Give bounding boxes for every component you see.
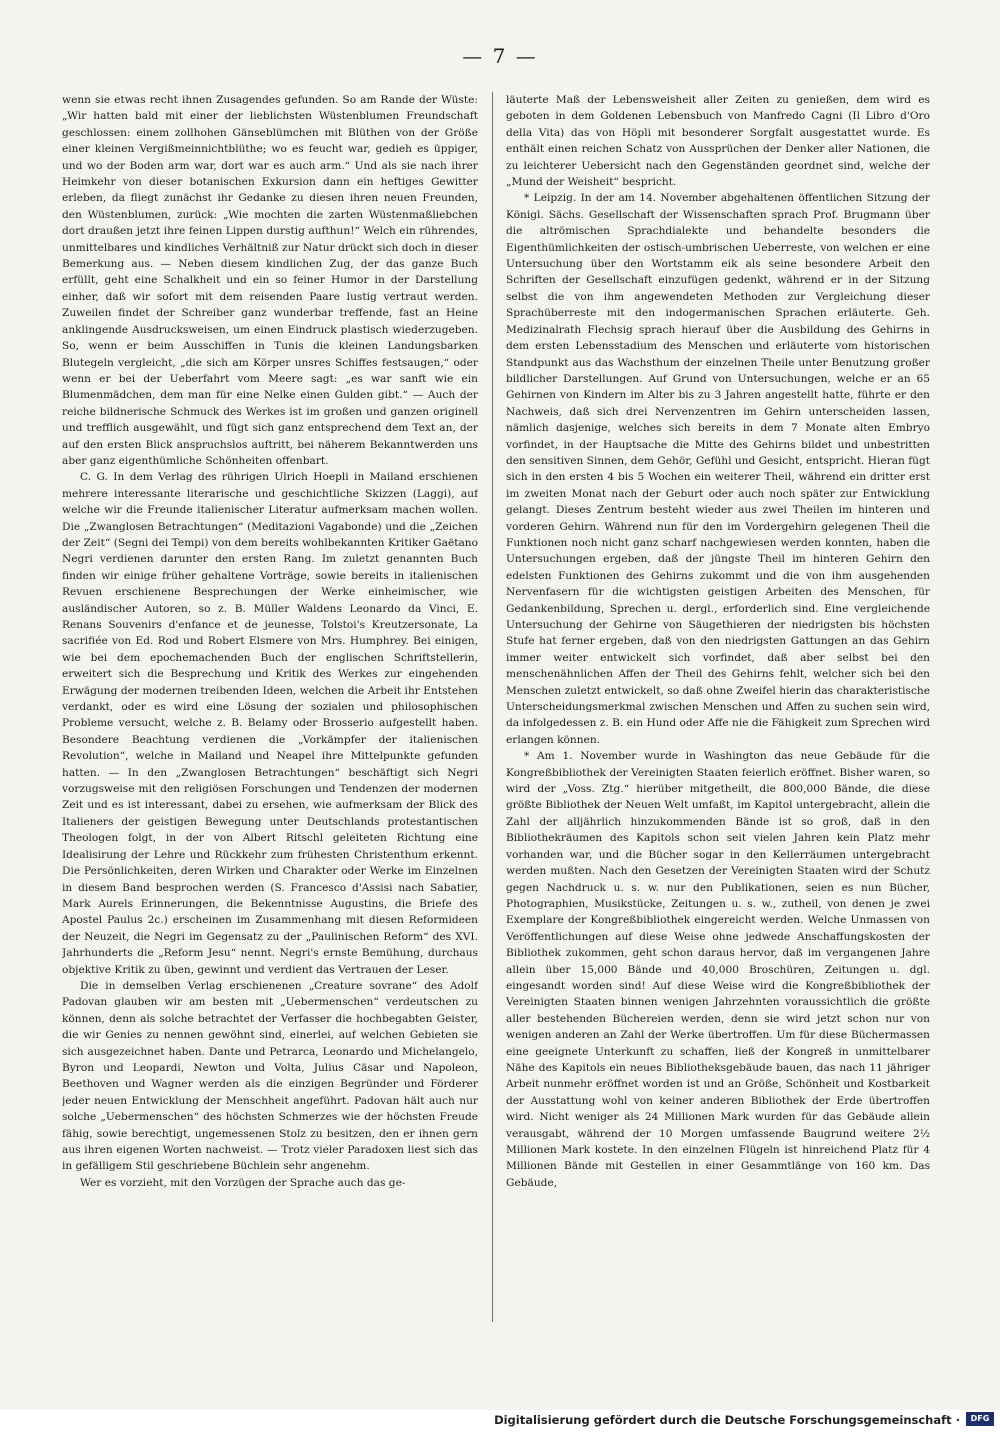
dfg-logo-icon: DFG [966, 1412, 994, 1426]
column-divider [492, 92, 493, 1322]
paragraph: wenn sie etwas recht ihnen Zusagendes gefunden. So am Rande der Wüste: „Wir hatten bald mit einer der lieblichsten Wüstenblumen Freundschaft geschlossen: einem zollhohen Gänseblümchen mit Blüthen von der Größe einer kleinen Vergißmeinnichtblüthe; wo es feucht war, gedieh es üppiger, und wo der Boden arm war, dort war es auch arm.“ Und als sie nach ihrer Heimkehr von dieser botanischen Exkursion dann ein heftiges Gewitter erleben, da fliegt zunächst ihr Gedanke zu diesen ihren neuen Freunden, den Wüstenblumen, zurück: „Wie mochten die zarten Wüstenmaßliebchen dort draußen jetzt ihre feinen Lippen durstig aufthun!“ Welch ein rührendes, unmittelbares und kindliches Verhältniß zur Natur drückt sich doch in dieser Bemerkung aus. — Neben diesem kindlichen Zug, der das ganze Buch erfüllt, geht eine Schalkheit und ein so feiner Humor in der Darstellung einher, daß wir sofort mit dem reisenden Paare lustig vertraut werden. Zuweilen findet der Schreiber ganz wunderbar treffende, fast an Heine anklingende Ausdrucksweisen, um einen Eindruck plastisch wiederzugeben. So, wenn er beim Ausschiffen in Tunis die kleinen Landungsbarken Blutegeln vergleicht, „die sich am Körper unsres Schiffes festsaugen,“ oder wenn er bei der Ueberfahrt vom Meere sagt: „es war sanft wie ein Blumenmädchen, dem man für eine Nelke einen Gulden gibt.“ — Auch der reiche bildnerische Schmuck des Werkes ist im großen und ganzen originell und trefflich ausgewählt, und fügt sich ganz entsprechend dem Text an, der auf den ersten Blick anspruchslos auftritt, bei näherem Bekanntwerden uns aber ganz eigenthümliche Schönheiten offenbart. [62, 94, 478, 467]
left-column [62, 92, 478, 1322]
right-column [506, 92, 930, 1322]
paragraph: C. G. In dem Verlag des rührigen Ulrich Hoepli in Mailand erschienen mehrere interessante literarische und geschichtliche Skizzen (Laggi), auf welche wir die Freunde italienischer Literatur aufmerksam machen wollen. Die „Zwanglosen Betrachtungen“ (Meditazioni Vagabonde) und die „Zeichen der Zeit“ (Segni dei Tempi) von dem bereits wohlbekannten Kritiker Gaëtano Negri verdienen darunter den ersten Rang. Im zuletzt genannten Buch finden wir einige früher gehaltene Vorträge, sowie bereits in italienischen Revuen erschienene Besprechungen der Werke einheimischer, wie ausländischer Autoren, so z. B. Müller Waldens Leonardo da Vinci, E. Renans Souvenirs d'enfance et de jeunesse, Tolstoi's Kreutzersonate, La sacrifiée von Ed. Rod und Robert Elsmere von Mrs. Humphrey. Bei einigen, wie bei dem epochemachenden Buch der englischen Schriftstellerin, erweitert sich die Besprechung und Kritik des Werkes zur eingehenden Erwägung der modernen treibenden Ideen, welchen die Arbeit ihr Entstehen verdankt, oder es wird eine Lösung der sozialen und philosophischen Probleme versucht, welche z. B. Belamy oder Brosserio aufgestellt haben. Besondere Beachtung verdienen die „Vorkämpfer der italienischen Revolution“, welche in Mailand und Neapel ihre Mittelpunkte gefunden hatten. — In den „Zwanglosen Betrachtungen“ beschäftigt sich Negri vorzugsweise mit den religiösen Forschungen und Tendenzen der modernen Zeit und es ist interessant, dabei zu ersehen, wie aufmerksam der Blick des Italieners der geistigen Bewegung unter Deutschlands protestantischen Theologen folgt, in der von Albert Ritschl geleiteten Richtung eine Idealisirung der Lehre und Rückkehr zum frühesten Christenthum erkennt. Die Persönlichkeiten, deren Wirken und Charakter oder Werke im Einzelnen in diesem Band besprochen werden (S. Francesco d'Assisi nach Sabatier, Mark Aurels Erinnerungen, die Bekenntnisse Augustins, die Briefe des Apostel Paulus 2c.) erscheinen im Zusammenhang mit diesen Reformideen der Neuzeit, die Negri im Gegensatz zu der „Paulinischen Reform“ des XVI. Jahrhunderts die „Reform Jesu“ nennt. Negri's ernste Bemühung, durchaus objektive Kritik zu üben, gewinnt und verdient das Vertrauen der Leser. [62, 471, 478, 976]
paragraph: * Leipzig. In der am 14. November abgehaltenen öffentlichen Sitzung der Königl. Sächs. Gesellschaft der Wissenschaften sprach Prof. Brugmann über die altrömischen Sprachdialekte und behandelte besonders die Eigenthümlichkeiten der ostisch-umbrischen Ueberreste, von welchen er eine Untersuchung über den Wortstamm eik als seine besondere Arbeit den Schriften der Gesellschaft einzufügen gedenkt, während er in der Sitzung selbst die von ihm angewendeten Methoden zur Vergleichung dieser Sprachüberreste mit den indogermanischen Sprachen erläuterte. Geh. Medizinalrath Flechsig sprach hierauf über die Ausbildung des Gehirns in dem ersten Lebensstadium des Menschen und erläuterte vom historischen Standpunkt aus das Wachsthum der einzelnen Theile unter Benutzung großer bildlicher Darstellungen. Auf Grund von Untersuchungen, welche er an 65 Gehirnen von Kindern im Alter bis zu 3 Jahren angestellt hatte, führte er den Nachweis, daß sich drei Nervenzentren im Gehirn unterscheiden lassen, nämlich dasjenige, welches sich bereits in dem 7 Monate alten Embryo vorfindet, in der Hauptsache die Mitte des Gehirns bildet und unbestritten den sensitiven Sinnen, dem Gehör, Gefühl und Gesicht, entspricht. Hieran fügt sich in den ersten 4 bis 5 Wochen ein weiterer Theil, während ein dritter erst im zweiten Monat nach der Geburt oder auch noch später zur Entwicklung gelangt. Dieses Zentrum besteht wieder aus zwei Theilen im hinteren und vorderen Gehirn. Während nun für den im Vordergehirn gelegenen Theil die Funktionen noch nicht ganz scharf nachgewiesen werden konnten, haben die Untersuchungen ergeben, daß der jüngste Theil im hinteren Gehirn den edelsten Funktionen des Gehirns zukommt und die von ihm ausgehenden Nervenfasern für die wichtigsten geistigen Arbeiten des Menschen, für Gedankenbildung, Sprechen u. dergl., erforderlich sind. Eine vergleichende Untersuchung der Gehirne von Säugethieren der niedrigsten bis höchsten Stufe hat ferner ergeben, daß von den niedrigsten Gattungen an das Gehirn immer weiter entwickelt sich vorfindet, daß aber selbst bei den menschenähnlichen Affen der Theil des Gehirns fehlt, welcher sich bei den Menschen zuletzt entwickelt, so daß ohne Zweifel hierin das charakteristische Unterscheidungsmerkmal zwischen Menschen und Affen zu suchen sein wird, da infolgedessen z. B. ein Hund oder Affe nie die Fähigkeit zum Sprechen wird erlangen können. [506, 192, 930, 746]
paragraph: läuterte Maß der Lebensweisheit aller Zeiten zu genießen, dem wird es geboten in dem Goldenen Lebensbuch von Manfredo Cagni (Il Libro d'Oro della Vita) das von Höpli mit besonderer Sorgfalt ausgestattet wurde. Es enthält einen reichen Schatz von Aussprüchen der Denker aller Nationen, die zu leichterer Uebersicht nach den Gegenständen geordnet sind, welche der „Mund der Weisheit“ bespricht. [506, 94, 930, 189]
paragraph: Wer es vorzieht, mit den Vorzügen der Sprache auch das ge- [80, 1176, 406, 1189]
paragraph: * Am 1. November wurde in Washington das neue Gebäude für die Kongreßbibliothek der Vereinigten Staaten feierlich eröffnet. Bisher waren, so wird der „Voss. Ztg.“ hierüber mitgetheilt, die 800,000 Bände, die diese größte Bibliothek der Neuen Welt umfaßt, im Kapitol untergebracht, allein die Zahl der alljährlich hinzukommenden Bände ist so groß, daß in den Bibliothekräumen des Kapitols schon seit vielen Jahren kein Platz mehr vorhanden war, und die Bücher sogar in den Kellerräumen untergebracht werden mußten. Nach den Gesetzen der Vereinigten Staaten wird der Schutz gegen Nachdruck u. s. w. nur den Publikationen, seien es nun Bücher, Photographien, Musikstücke, Zeitungen u. s. w., zutheil, von denen je zwei Exemplare der Kongreßbibliothek eingereicht werden. Welche Unmassen von Veröffentlichungen auf diese Weise ohne jedwede Anschaffungskosten der Bibliothek zukommen, geht schon daraus hervor, daß im vergangenen Jahre allein über 15,000 Bände und 40,000 Broschüren, Zeitungen u. dgl. eingesandt worden sind! Auf diese Weise wird die Kongreßbibliothek der Vereinigten Staaten binnen wenigen Jahrzehnten voraussichtlich die größte aller bestehenden Büchereien werden, denn sie wird jetzt schon nur von wenigen anderen an Zahl der Werke übertroffen. Um für diese Büchermassen eine geeignete Unterkunft zu schaffen, ließ der Kongreß in unmittelbarer Nähe des Kapitols ein neues Bibliotheksgebäude bauen, das nach 11 jähriger Arbeit nunmehr eröffnet worden ist und an Größe, Schönheit und Kostbarkeit der Ausstattung wohl von keiner anderen Bibliothek der Erde übertroffen wird. Nicht weniger als 24 Millionen Mark wurden für das Gebäude allein verausgabt, während der 10 Morgen umfassende Baugrund weitere 2½ Millionen Mark kostete. In den einzelnen Flügeln ist hinreichend Platz für 4 Millionen Bände mit Gestellen in einer Gesammtlänge von 160 km. Das Gebäude, [506, 750, 930, 1189]
paragraph: Die in demselben Verlag erschienenen „Creature sovrane“ des Adolf Padovan glauben wir am besten mit „Uebermenschen“ verdeutschen zu können, denn als solche betrachtet der Verfasser die hochbegabten Geister, die wir Genies zu nennen gewöhnt sind, einerlei, auf welchen Gebieten sie sich ausgezeichnet haben. Dante und Petrarca, Leonardo und Michelangelo, Byron und Leopardi, Newton und Volta, Julius Cäsar und Napoleon, Beethoven und Wagner werden als die einzigen Begründer und Förderer jeder neuen Entwicklung der Menschheit angeführt. Padovan hält auch nur solche „Uebermenschen“ des höchsten Schmerzes wie der höchsten Freude fähig, sowie berechtigt, ungemessenen Stolz zu besitzen, den er ihnen gern aus ihren eigenen Worten nachweist. — Trotz vieler Paradoxen liest sich das in gefälligem Stil geschriebene Büchlein sehr angenehm. [62, 979, 478, 1173]
dfg-credit: Digitalisierung gefördert durch die Deutsche Forschungsgemeinschaft · [494, 1413, 960, 1427]
page-number: — 7 — [462, 44, 538, 68]
